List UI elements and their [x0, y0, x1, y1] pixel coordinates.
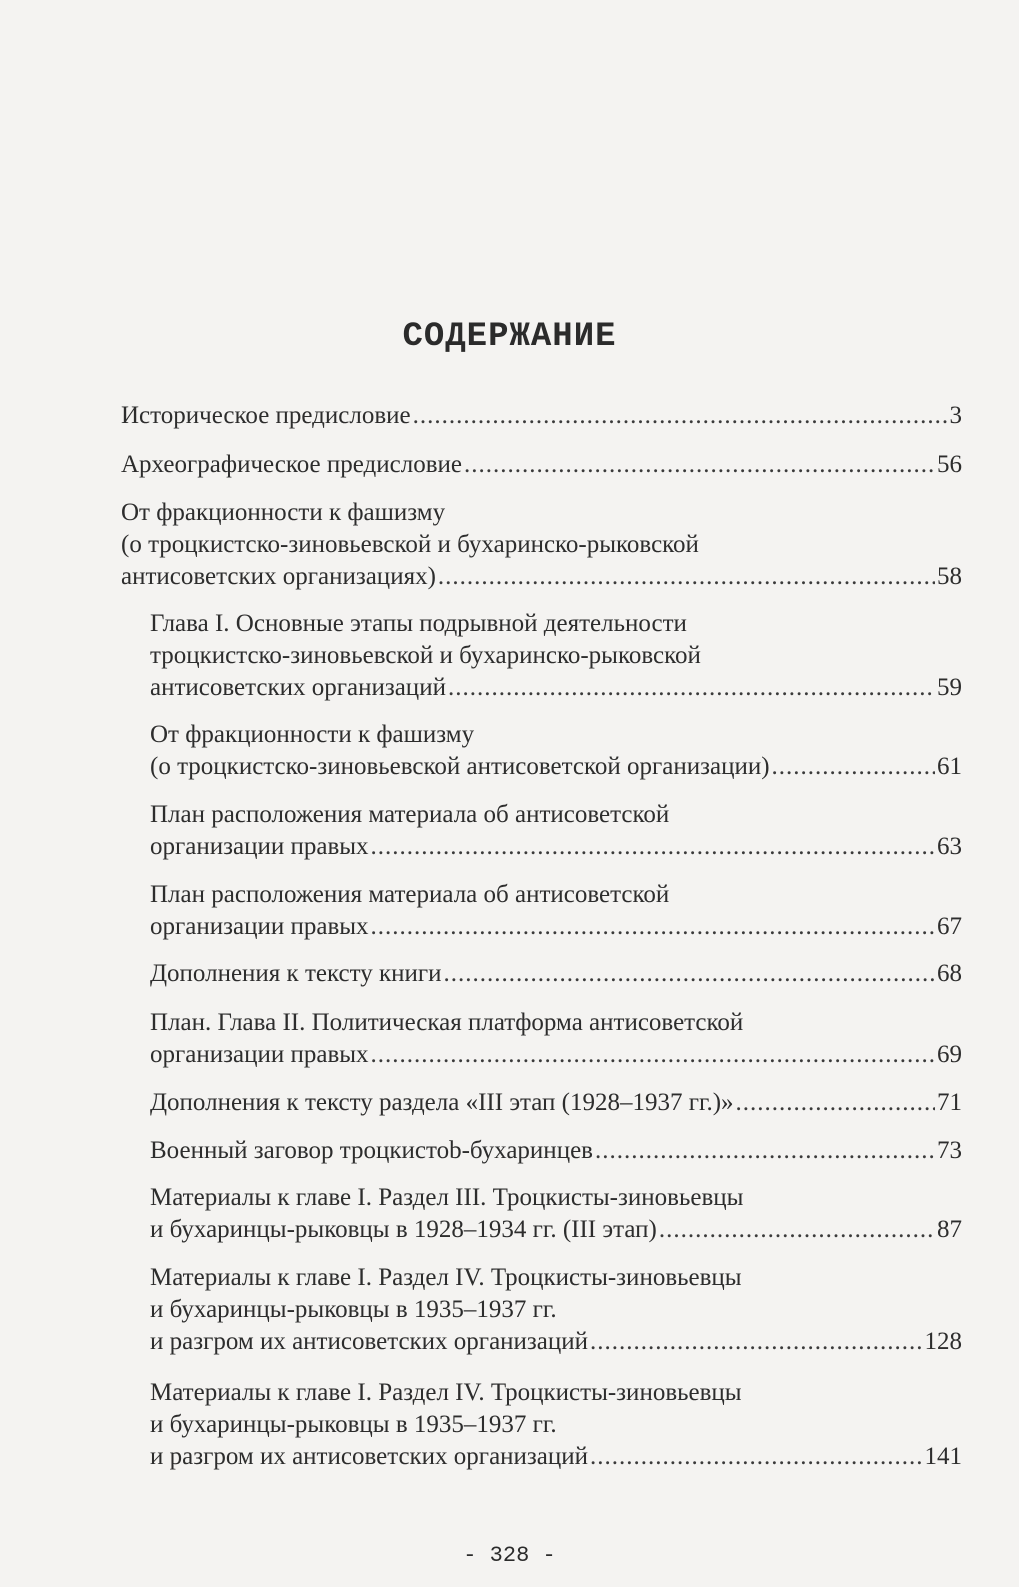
toc-entry-page-number: 71	[937, 1089, 962, 1116]
toc-entry-leader-row	[150, 911, 962, 943]
toc-entry-page-number: 69	[937, 1041, 962, 1068]
toc-entry-leader-row	[150, 751, 962, 783]
dot-leader	[371, 911, 935, 943]
dot-leader	[413, 400, 948, 432]
toc-entry-page-number: 73	[937, 1137, 962, 1164]
toc-entry	[150, 1262, 962, 1358]
toc-entry-title-line: организации правых	[150, 1041, 369, 1068]
toc-entry	[150, 1007, 962, 1071]
dot-leader	[590, 1441, 922, 1473]
toc-entry-title-line: (о троцкистско-зиновьевской антисоветской организации)	[150, 753, 770, 780]
toc-entry-leader-row	[150, 958, 962, 990]
toc-entry-leader-row	[121, 400, 962, 432]
dot-leader	[659, 1214, 935, 1246]
toc-entry	[150, 879, 962, 943]
dot-leader	[438, 561, 935, 593]
dot-leader	[590, 1326, 922, 1358]
toc-entry-title-line: Археографическое предисловие	[121, 451, 462, 478]
toc-entry	[150, 799, 962, 863]
dot-leader	[443, 958, 935, 990]
toc-entry	[150, 608, 962, 704]
toc-entry-title-line: Материалы к главе I. Раздел IV. Троцкисты-зиновьевцы	[150, 1379, 742, 1406]
toc-entry-title-line: От фракционности к фашизму	[121, 499, 446, 526]
toc-entry-leader-row	[150, 1326, 962, 1358]
toc-entry-title-line: План. Глава II. Политическая платформа антисоветской	[150, 1009, 744, 1036]
dot-leader	[736, 1087, 935, 1119]
toc-entry	[121, 497, 962, 593]
toc-entry-leader-row	[150, 1087, 962, 1119]
toc-entry-page-number: 59	[937, 674, 962, 701]
toc-entry-page-number: 3	[949, 402, 962, 429]
toc-entry-title-line: и бухаринцы-рыковцы в 1928–1934 гг. (III этап)	[150, 1216, 657, 1243]
toc-entry	[150, 719, 962, 783]
toc-entry-title-line: Военный заговор троцкистоb-бухаринцев	[150, 1137, 593, 1164]
toc-entry-page-number: 58	[937, 563, 962, 590]
toc-entry-page-number: 87	[937, 1216, 962, 1243]
dot-leader	[595, 1135, 935, 1167]
toc-entry-page-number: 68	[937, 960, 962, 987]
page-title: СОДЕРЖАНИЕ	[402, 318, 617, 356]
toc-entry-leader-row	[150, 831, 962, 863]
toc-entry-title-line: Глава I. Основные этапы подрывной деятельности	[150, 610, 687, 637]
toc-entry-title-line: троцкистско-зиновьевской и бухаринско-рыковской	[150, 642, 701, 669]
toc-entry-title-line: (о троцкистско-зиновьевской и бухаринско-рыковской	[121, 531, 699, 558]
toc-entry-title-line: Материалы к главе I. Раздел IV. Троцкисты-зиновьевцы	[150, 1264, 742, 1291]
toc-entry-page-number: 61	[937, 753, 962, 780]
toc-entry-title-line: и бухаринцы-рыковцы в 1935–1937 гг.	[150, 1296, 557, 1323]
toc-entry-title-line: План расположения материала об антисоветской	[150, 801, 670, 828]
toc-entry-page-number: 128	[924, 1328, 962, 1355]
toc-entry	[150, 958, 962, 990]
toc-entry-leader-row	[150, 1214, 962, 1246]
toc-entry-page-number: 56	[937, 451, 962, 478]
toc-entry	[150, 1377, 962, 1473]
toc-entry-title-line: Дополнения к тексту книги	[150, 960, 442, 987]
toc-entry-title-line: План расположения материала об антисоветской	[150, 881, 670, 908]
dot-leader	[772, 751, 935, 783]
toc-entry-title-line: Дополнения к тексту раздела «III этап (1928–1937 гг.)»	[150, 1089, 734, 1116]
toc-entry-leader-row	[121, 561, 962, 593]
toc-entry-page-number: 141	[924, 1443, 962, 1470]
toc-entry	[121, 449, 962, 481]
toc-entry-title-line: и разгром их антисоветских организаций	[150, 1443, 589, 1470]
toc-entry-leader-row	[150, 1039, 962, 1071]
toc-entry-page-number: 63	[937, 833, 962, 860]
toc-entry-title-line: и бухаринцы-рыковцы в 1935–1937 гг.	[150, 1411, 557, 1438]
toc-entry-title-line: и разгром их антисоветских организаций	[150, 1328, 589, 1355]
dot-leader	[371, 831, 935, 863]
toc-entry-page-number: 67	[937, 913, 962, 940]
dot-leader	[371, 1039, 935, 1071]
toc-entry-leader-row	[150, 1441, 962, 1473]
toc-entry-title-line: организации правых	[150, 833, 369, 860]
toc-entry	[150, 1182, 962, 1246]
page-number: - 328 -	[463, 1543, 556, 1568]
toc-entry	[121, 400, 962, 432]
toc-entry-title-line: От фракционности к фашизму	[150, 721, 475, 748]
toc-entry-leader-row	[150, 672, 962, 704]
toc-entry-title-line: организации правых	[150, 913, 369, 940]
toc-entry-leader-row	[150, 1135, 962, 1167]
toc-entry-title-line: Историческое предисловие	[121, 402, 411, 429]
toc-entry	[150, 1135, 962, 1167]
toc-entry-leader-row	[121, 449, 962, 481]
toc-entry	[150, 1087, 962, 1119]
toc-entry-title-line: Материалы к главе I. Раздел III. Троцкисты-зиновьевцы	[150, 1184, 744, 1211]
dot-leader	[464, 449, 935, 481]
dot-leader	[448, 672, 935, 704]
toc-entry-title-line: антисоветских организациях)	[121, 563, 436, 590]
toc-entry-title-line: антисоветских организаций	[150, 674, 446, 701]
